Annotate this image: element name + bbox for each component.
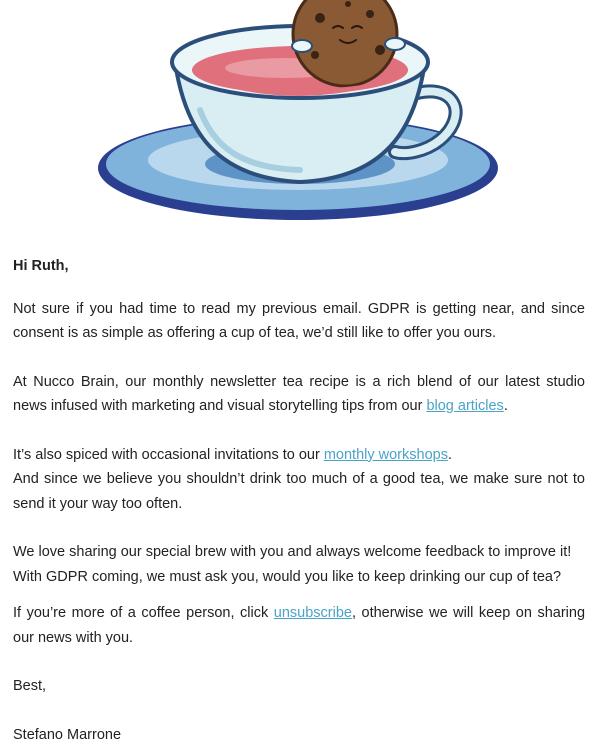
blog-articles-link[interactable]: blog articles bbox=[426, 398, 503, 414]
paragraph-intro: Not sure if you had time to read my previous email. GDPR is getting near, and since consent is as simple as offering a cup of tea, we’d still like to offer you ours. bbox=[13, 297, 585, 346]
monthly-workshops-link[interactable]: monthly workshops bbox=[324, 447, 448, 463]
email-body bbox=[13, 254, 585, 747]
paragraph-newsletter bbox=[13, 370, 585, 419]
paragraph-unsubscribe bbox=[13, 601, 585, 650]
paragraph-frequency: And since we believe you shouldn’t drink too much of a good tea, we make sure not to send it your way too often. bbox=[13, 467, 585, 516]
hero-illustration bbox=[0, 0, 600, 235]
paragraph-newsletter-text: At Nucco Brain, our monthly newsletter tea recipe is a rich blend of our latest studio news infused with marketing and visual storytelling tips from our bbox=[13, 374, 585, 415]
paragraph-unsubscribe-end: , otherwise we will keep on sharing our news with you. bbox=[13, 605, 585, 646]
cookie-in-teacup-illustration bbox=[0, 0, 600, 235]
paragraph-question: With GDPR coming, we must ask you, would you like to keep drinking our cup of tea? bbox=[13, 565, 585, 590]
signature: Stefano Marrone bbox=[13, 723, 585, 747]
paragraph-newsletter-end: . bbox=[504, 398, 508, 414]
paragraph-workshops-text: It’s also spiced with occasional invitations to our bbox=[13, 447, 324, 463]
paragraph-workshops-end: . bbox=[448, 447, 452, 463]
paragraph-unsubscribe-text: If you’re more of a coffee person, click bbox=[13, 605, 274, 621]
signoff: Best, bbox=[13, 674, 585, 699]
unsubscribe-link[interactable]: unsubscribe bbox=[274, 605, 352, 621]
greeting: Hi Ruth, bbox=[13, 254, 585, 279]
paragraph-feedback: We love sharing our special brew with you and always welcome feedback to improve it! bbox=[13, 540, 585, 565]
paragraph-workshops bbox=[13, 443, 585, 468]
